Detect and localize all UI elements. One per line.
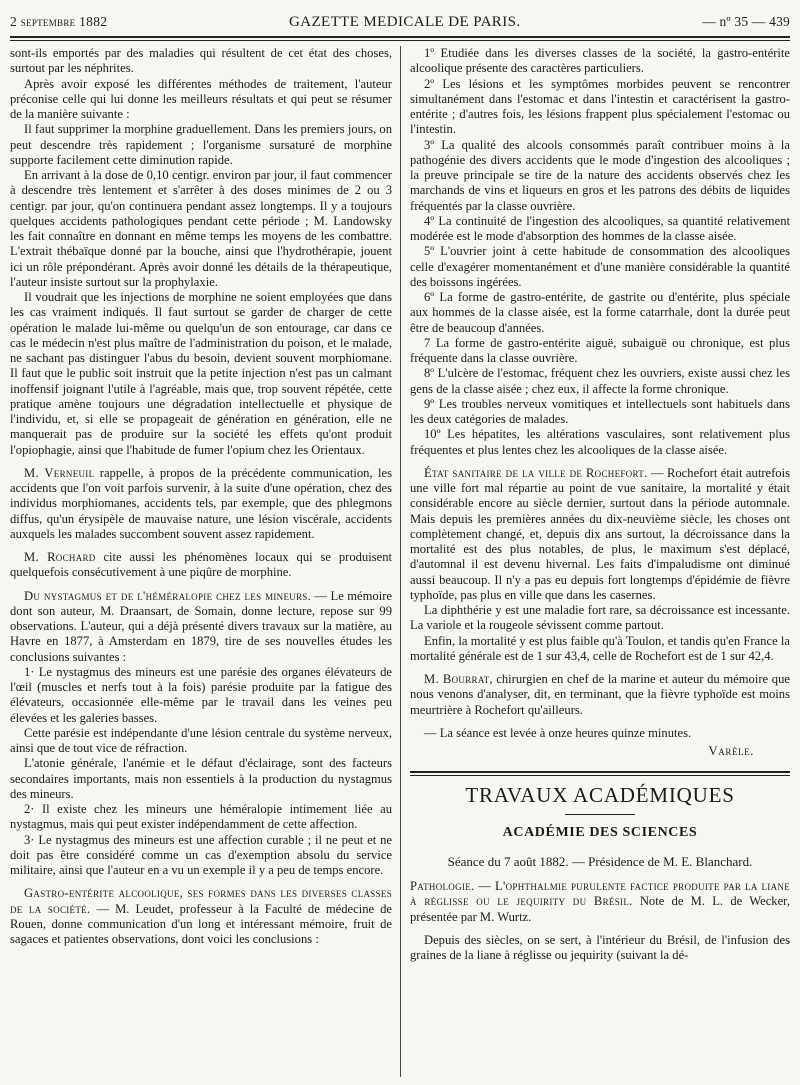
paragraph: [10, 589, 392, 665]
paragraph: [10, 550, 392, 581]
section-heading: Pathologie. — L'ophthalmie purulente factice produite par la liane à réglisse ou le jequirity du Brésil.: [410, 879, 790, 909]
paragraph: [410, 879, 790, 925]
conclusion-item: 3º La qualité des alcools consommés paraît contribuer moins à la pathogénie des divers accidents que le mode d'ingestion des alcooliques ; la preuve principale se tire de la nature des accidents observés chez les marchands de vins et liqueurs en gros et les patrons des débits de liquides fréquentés par la classe ouvrière.: [410, 137, 790, 213]
header-date: 2 septembre 1882: [10, 14, 108, 29]
conclusion-item: 5º L'ouvrier joint à cette habitude de consommation des alcooliques celle d'exagérer momentanément et d'une manière considérable la quantité des boissons ingérées.: [410, 244, 790, 289]
page-header: [10, 14, 790, 31]
paragraph: — La séance est levée à onze heures quinze minutes.: [424, 725, 692, 740]
section-heading: Du nystagmus et de l'héméralopie chez les mineurs.: [24, 588, 312, 603]
paragraph-text: — Rochefort était autrefois une ville fort mal répartie au point de vue sanitaire, la mortalité y était considérable encore au siècle dernier, surtout dans la période automnale. Mais depuis les premières années du dix-neuvième siècle, les choses ont complètement changé, et, depuis dix ans surtout, la décroissance dans la mortalité est des plus notables, de plus, le maximum s'est déplacé, d'automnal il est devenu hivernal. Les faits d'impaludisme ont diminué aussi beaucoup. Il n'y a pas eu depuis fort longtemps d'épidémie de fièvre typhoïde, pas plus en ville que dans les casernes.: [410, 465, 790, 602]
signature: Varèle.: [708, 744, 754, 758]
paragraph: 1· Le nystagmus des mineurs est une parésie des organes élévateurs de l'œil (muscles et nerfs tout à la fois) parésie produite par la fatigue des élévateurs, occasionnée elle-même par le travail dans les veines peu élevées et les galeries basses.: [10, 664, 392, 725]
paragraph-text: — Le mémoire dont son auteur, M. Draansart, de Somain, donne lecture, repose sur 99 observations. L'auteur, qui a déjà présenté divers travaux sur la matière, au Havre en 1877, à Amsterdam en 1879, tire de ses nouvelles études les conclusions suivantes :: [10, 588, 392, 664]
header-rule: [10, 36, 790, 41]
paragraph: L'atonie générale, l'anémie et le défaut d'éclairage, sont des facteurs secondaires importants, mais non essentiels à la production du nystagmus des mineurs.: [10, 756, 392, 801]
section-heading: Gastro-entérite alcoolique, ses formes dans les diverses classes de la société.: [10, 886, 392, 916]
conclusion-item: 2º Les lésions et les symptômes morbides peuvent se rencontrer simultanément dans l'estomac et dans l'intestin et caractérisent la gastro-entérite ; d'autres fois, les lésions frappent plus spécialement l'estomac ou l'intestin.: [410, 76, 790, 137]
paragraph: [410, 672, 790, 718]
paragraph: [410, 466, 790, 603]
conclusion-item: 10º Les hépatites, les altérations vasculaires, sont relativement plus fréquentes et plus lentes chez les alcooliques de la classe aisée.: [410, 427, 790, 457]
short-divider: [565, 814, 635, 815]
conclusion-item: 4º La continuité de l'ingestion des alcooliques, sa quantité relativement modérée est le mode d'absorption des hommes de la classe aisée.: [410, 213, 790, 243]
paragraph: 2· Il existe chez les mineurs une héméralopie intimement liée au nystagmus, mais qui peut exister indépendamment de cette affection.: [10, 802, 392, 832]
paragraph: Il faut supprimer la morphine graduellement. Dans les premiers jours, on peut descendre très rapidement ; l'organisme sursaturé de morphine supporte facilement cette diminution rapide.: [10, 122, 392, 167]
paragraph: sont-ils emportés par des maladies qui résultent de cet état des choses, surtout par les néphrites.: [10, 46, 392, 76]
section-heading: État sanitaire de la ville de Rochefort.: [424, 465, 648, 480]
header-title: GAZETTE MEDICALE DE PARIS.: [289, 14, 521, 30]
paragraph-text: rappelle, à propos de la précédente communication, les accidents que l'on voit parfois survenir, à la suite d'une opération, chez des individus morphiomanes, accidents tels, par exemple, que des phlegmons diffus, qu'un érysipèle de mauvaise nature, une lésion viscérale, accidents auxquels les malades succombent souvent assez rapidement.: [10, 465, 393, 541]
paragraph-text: cite aussi les phénomènes locaux qui se produisent quelquefois consécutivement à une piqûre de morphine.: [10, 550, 393, 580]
right-column: [410, 46, 790, 963]
paragraph: 3· Le nystagmus des mineurs est une affection curable ; il ne peut et ne doit pas être considéré comme un cas d'exemption absolu du service militaire, ainsi que l'auteur en a vu un exemple il y a peu de temps encore.: [10, 832, 392, 877]
conclusion-item: 8º L'ulcère de l'estomac, fréquent chez les ouvriers, existe aussi chez les gens de la classe aisée ; chez eux, il affecte la forme chronique.: [410, 366, 790, 396]
section-rule: [410, 771, 790, 776]
speaker-name: M. Bourrat: [424, 672, 490, 686]
paragraph: En arrivant à la dose de 0,10 centigr. environ par jour, il faut commencer à descendre très lentement et s'arrêter à des doses minimes de 2 ou 3 centigr. par jour, qu'on continuera pendant assez longtemps. Il y a toujours quelques accidents pathologiques pendant cette période ; M. Landowsky les fait connaître en donnant en même temps les moyens de les combattre. L'extrait thébaïque donné par la bouche, ainsi que l'hydrothérapie, jouent ici un rôle prépondérant. Après avoir donné les détails de la thérapeutique, l'auteur insiste surtout sur la prophylaxie.: [10, 168, 392, 289]
paragraph: La diphthérie y est une maladie fort rare, sa décroissance est incessante. La variole et la rougeole sévissent comme partout.: [410, 603, 790, 633]
paragraph-text: Note de M. L. de Wecker, présentée par M. Wurtz.: [410, 894, 791, 924]
sub-title: ACADÉMIE DES SCIENCES: [502, 824, 698, 840]
paragraph: Après avoir exposé les différentes méthodes de traitement, l'auteur préconise celle qui lui donne les meilleurs résultats et qui peut se résumer de la manière suivante :: [10, 76, 392, 121]
speaker-name: M. Rochard: [24, 550, 96, 564]
section-title: TRAVAUX ACADÉMIQUES: [465, 783, 735, 808]
paragraph-text: , chirurgien en chef de la marine et auteur du mémoire que nous venons d'analyser, dit, en terminant, que la fièvre typhoïde est moins meurtrière à Rochefort qu'ailleurs.: [410, 672, 790, 717]
paragraph: Depuis des siècles, on se sert, à l'intérieur du Brésil, de l'infusion des graines de la liane à réglisse ou jequirity (suivant la dé-: [410, 932, 790, 962]
seance-line: Séance du 7 août 1882. — Présidence de M. E. Blanchard.: [447, 853, 753, 869]
paragraph: Il voudrait que les injections de morphine ne soient employées que dans les cas vraiment indiqués. Il faut surtout se garder de charger de cette opération le malade lui-même ou quelqu'un de son entourage, car dans ce cas le médecin n'est plus maître de l'administration du poison, et le malade, ne sachant pas distinguer l'abus du besoin, devient souvent morphiomane. Il faut que le public soit instruit que la petite injection n'est pas un calmant inoffensif joignant l'utile à l'agréable, mais que, trop souvent répétée, cette pratique amène toujours une dégradation intellectuelle et physique de l'individu, et, si elle se propageait de génération en génération, elle ne manquerait pas de produire sur la société les effets qu'ont produit l'opiophagie, ainsi que l'habitude de fumer l'opium chez les Orientaux.: [10, 290, 392, 457]
conclusion-item: 6º La forme de gastro-entérite, de gastrite ou d'entérite, plus spéciale aux hommes de la classe aisée, est la forme catarrhale, dont la durée peut être de beaucoup d'années.: [410, 290, 790, 335]
conclusion-item: 1º Etudiée dans les diverses classes de la société, la gastro-entérite alcoolique présente des caractères particuliers.: [410, 46, 790, 76]
paragraph: [10, 886, 392, 947]
paragraph-text: — M. Leudet, professeur à la Faculté de médecine de Rouen, donne communication d'un long et intéressant mémoire, fruit de sagaces et patientes observations, dont voici les conclusions :: [10, 901, 392, 946]
speaker-name: M. Verneuil: [24, 465, 95, 480]
column-divider: [400, 46, 401, 1077]
paragraph: Enfin, la mortalité y est plus faible qu'à Toulon, et tandis qu'en France la mortalité générale est de 1 sur 43,4, celle de Rochefort est de 1 sur 42,4.: [410, 633, 790, 663]
paragraph: Cette parésie est indépendante d'une lésion centrale du système nerveux, ainsi que de tout vice de réfraction.: [10, 725, 392, 755]
conclusion-item: 9º Les troubles nerveux vomitiques et intellectuels sont habituels dans les deux catégories de malades.: [410, 396, 790, 426]
paragraph: [10, 466, 392, 542]
header-page-info: — nº 35 — 439: [702, 14, 790, 29]
left-column: [10, 46, 392, 947]
conclusion-item: 7 La forme de gastro-entérite aiguë, subaiguë ou chronique, est plus fréquente dans la classe ouvrière.: [410, 335, 790, 365]
